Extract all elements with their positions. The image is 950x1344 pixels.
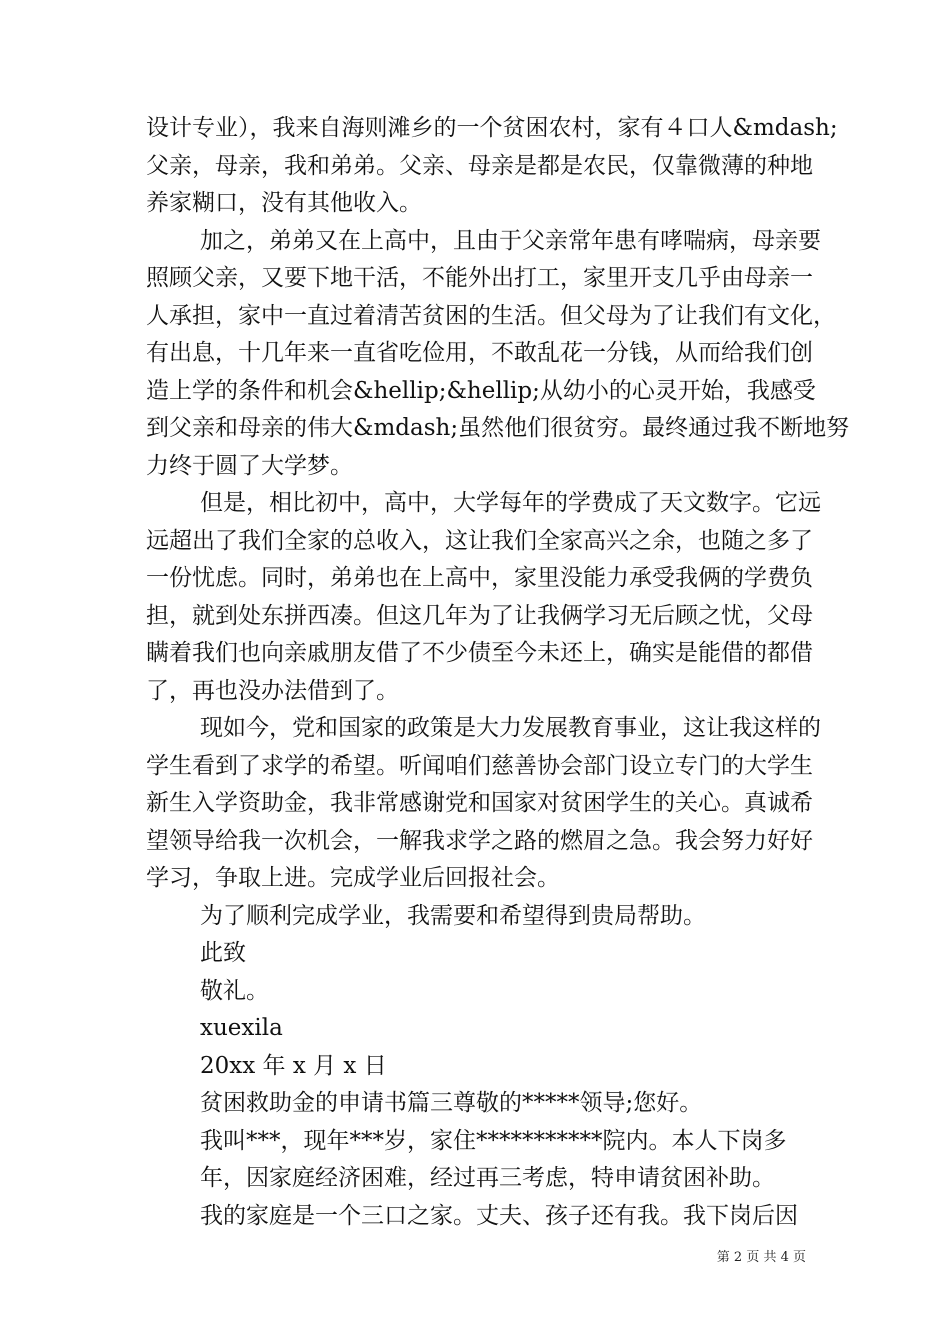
document-line: 敬礼。 — [200, 977, 269, 1004]
document-line: 设计专业），我来自海则滩乡的一个贫困农村，家有４口人&mdash; — [146, 115, 838, 141]
document-line: 此致 — [200, 940, 246, 966]
document-line: 但是，相比初中，高中，大学每年的学费成了天文数字。它远 — [200, 490, 821, 516]
document-line: 照顾父亲，又要下地干活，不能外出打工，家里开支几乎由母亲一 — [146, 265, 813, 291]
document-line: 造上学的条件和机会&hellip;&hellip;从幼小的心灵开始，我感受 — [146, 377, 816, 404]
document-line: 一份忧虑。同时，弟弟也在上高中，家里没能力承受我俩的学费负 — [146, 565, 813, 591]
document-line: 年，因家庭经济困难，经过再三考虑，特申请贫困补助。 — [200, 1165, 775, 1191]
document-line: 贫困救助金的申请书篇三尊敬的*****领导;您好。 — [200, 1090, 703, 1116]
document-line: 望领导给我一次机会，一解我求学之路的燃眉之急。我会努力好好 — [146, 827, 813, 854]
document-line: 学生看到了求学的希望。听闻咱们慈善协会部门设立专门的大学生 — [146, 752, 813, 779]
document-body — [146, 110, 850, 1235]
document-line: 加之，弟弟又在上高中，且由于父亲常年患有哮喘病，母亲要 — [200, 227, 821, 254]
document-line: 我叫***，现年***岁，家住***********院内。本人下岗多 — [200, 1127, 787, 1154]
document-line: 有出息，十几年来一直省吃俭用，不敢乱花一分钱，从而给我们创 — [146, 340, 813, 366]
document-line: 人承担，家中一直过着清苦贫困的生活。但父母为了让我们有文化， — [146, 302, 836, 329]
document-line: 新生入学资助金，我非常感谢党和国家对贫困学生的关心。真诚希 — [146, 790, 813, 816]
document-line: 学习，争取上进。完成学业后回报社会。 — [146, 865, 560, 891]
document-line: 父亲，母亲，我和弟弟。父亲、母亲是都是农民，仅靠微薄的种地 — [146, 152, 813, 179]
page-number-footer: 第 2 页 共 4 页 — [716, 1250, 806, 1265]
document-line: 担，就到处东拼西凑。但这几年为了让我俩学习无后顾之忧，父母 — [146, 602, 813, 629]
document-line: 了，再也没办法借到了。 — [146, 677, 399, 704]
document-line: 现如今，党和国家的政策是大力发展教育事业，这让我这样的 — [200, 715, 821, 741]
document-line: 20xx 年 x 月 x 日 — [200, 1052, 387, 1079]
document-line: 我的家庭是一个三口之家。丈夫、孩子还有我。我下岗后因 — [200, 1202, 798, 1229]
document-line: 为了顺利完成学业，我需要和希望得到贵局帮助。 — [200, 902, 706, 929]
document-line: 力终于圆了大学梦。 — [146, 452, 353, 479]
document-line: 到父亲和母亲的伟大&mdash;虽然他们很贫穷。最终通过我不断地努 — [146, 415, 850, 441]
document-line: 养家糊口，没有其他收入。 — [146, 190, 422, 216]
document-line: 瞒着我们也向亲戚朋友借了不少债至今未还上，确实是能借的都借 — [146, 640, 813, 666]
document-line: xuexila — [200, 1015, 283, 1041]
document-line: 远超出了我们全家的总收入，这让我们全家高兴之余，也随之多了 — [146, 527, 813, 554]
